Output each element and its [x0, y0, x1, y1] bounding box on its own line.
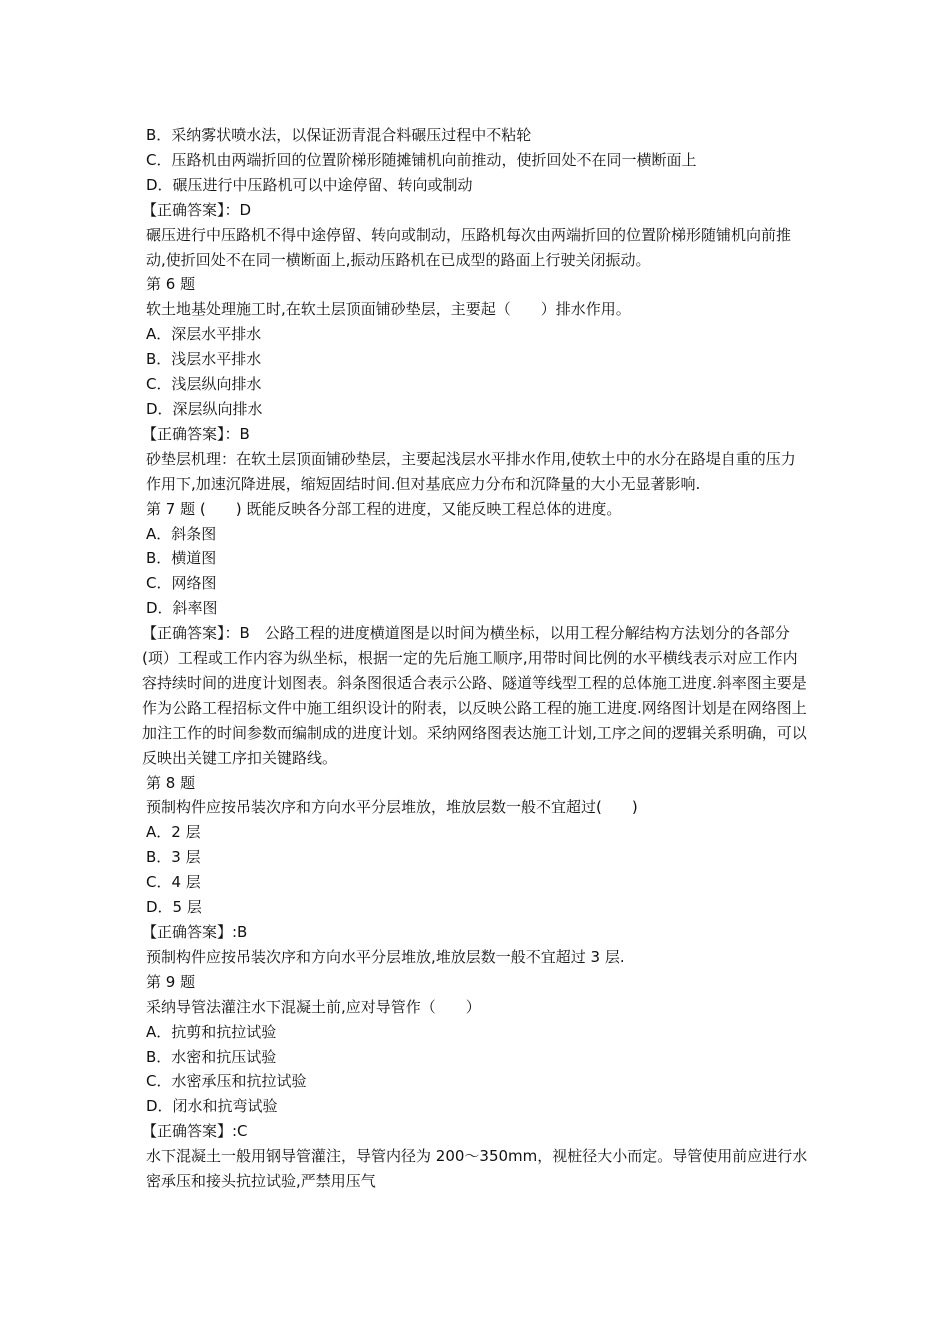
q8-option-a: A．2 层 — [146, 823, 201, 842]
q5-explanation: 碾压进行中压路机不得中途停留、转向或制动，压路机每次由两端折回的位置阶梯形随铺机向前推动,使折回处不在同一横断面上,振动压路机在已成型的路面上行驶关闭振动。 — [146, 225, 792, 269]
q7-option-c: C．网络图 — [146, 574, 217, 593]
q9-title: 第 9 题 — [146, 972, 196, 991]
document-body — [142, 123, 808, 1194]
q7-option-d: D．斜率图 — [146, 599, 218, 618]
q8-question: 预制构件应按吊装次序和方向水平分层堆放，堆放层数一般不宜超过( ) — [146, 798, 638, 817]
q9-question: 采纳导管法灌注水下混凝土前,应对导管作（ ） — [146, 997, 481, 1016]
q6-title: 第 6 题 — [146, 275, 196, 294]
q8-option-b: B．3 层 — [146, 848, 201, 867]
q7-option-a: A．斜条图 — [146, 524, 217, 543]
q8-explanation: 预制构件应按吊装次序和方向水平分层堆放,堆放层数一般不宜超过 3 层. — [146, 947, 625, 966]
q6-option-b: B．浅层水平排水 — [146, 350, 262, 369]
q8-option-d: D．5 层 — [146, 898, 202, 917]
q6-option-d: D．深层纵向排水 — [146, 399, 263, 418]
q7-answer-explanation: 【正确答案】：B 公路工程的进度横道图是以时间为横坐标，以用工程分解结构方法划分的各部分(项）工程或工作内容为纵坐标，根据一定的先后施工顺序,用带时间比例的水平横线表示对应工作内容持续时间的进度计划图表。斜条图很适合表示公路、隧道等线型工程的总体施工进度.斜率图主要是作为公路工程招标文件中施工组织设计的附表，以反映公路工程的施工进度.网络图计划是在网络图上加注工作的时间参数而编制成的进度计划。采纳网络图表达施工计划,工序之间的逻辑关系明确，可以反映出关键工序扣关键路线。 — [142, 624, 807, 767]
q7-option-b: B．横道图 — [146, 549, 217, 568]
q6-option-c: C．浅层纵向排水 — [146, 375, 262, 394]
q9-option-c: C．水密承压和抗拉试验 — [146, 1072, 307, 1091]
q8-title: 第 8 题 — [146, 773, 196, 792]
q5-option-b: B．采纳雾状喷水法，以保证沥青混合料碾压过程中不粘轮 — [146, 126, 532, 144]
q5-option-d: D．碾压进行中压路机可以中途停留、转向或制动 — [146, 175, 473, 194]
q6-answer: 【正确答案】：B — [142, 424, 250, 443]
q5-option-c: C．压路机由两端折回的位置阶梯形随摊铺机向前推动，使折回处不在同一横断面上 — [146, 150, 697, 169]
q8-option-c: C．4 层 — [146, 873, 201, 892]
q8-answer: 【正确答案】:B — [142, 923, 248, 941]
q6-option-a: A．深层水平排水 — [146, 325, 262, 344]
q6-question: 软土地基处理施工时,在软土层顶面铺砂垫层，主要起（ ）排水作用。 — [146, 300, 631, 319]
q9-option-b: B．水密和抗压试验 — [146, 1047, 277, 1066]
q9-answer: 【正确答案】:C — [142, 1122, 248, 1141]
q9-explanation: 水下混凝土一般用钢导管灌注，导管内径为 200～350mm，视桩径大小而定。导管使用前应进行水密承压和接头抗拉试验,严禁用压气 — [146, 1147, 808, 1191]
q9-option-d: D．闭水和抗弯试验 — [146, 1097, 278, 1116]
q7-question: 第 7 题 ( ) 既能反映各分部工程的进度，又能反映工程总体的进度。 — [146, 499, 622, 518]
q9-option-a: A．抗剪和抗拉试验 — [146, 1022, 277, 1041]
q6-explanation: 砂垫层机理：在软土层顶面铺砂垫层，主要起浅层水平排水作用,使软土中的水分在路堤自重的压力作用下,加速沉降进展，缩短固结时间.但对基底应力分布和沉降量的大小无显著影响. — [146, 449, 796, 493]
q5-answer: 【正确答案】：D — [142, 200, 252, 219]
